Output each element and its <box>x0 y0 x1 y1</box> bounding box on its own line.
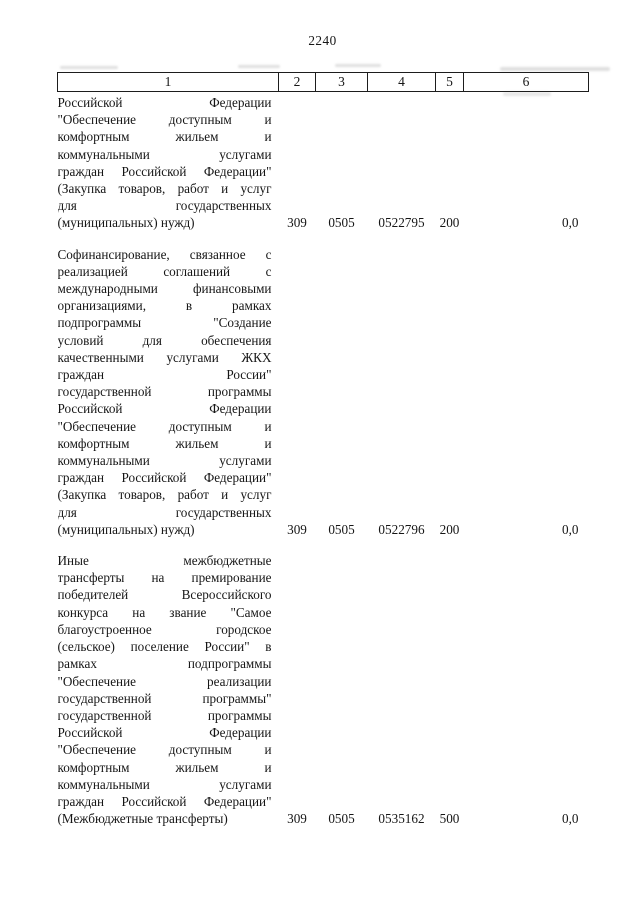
text-line: граждан России" <box>57 367 272 383</box>
header-cell-3: 3 <box>316 73 368 92</box>
row-text-cell <box>58 246 279 552</box>
text-line: (Межбюджетные трансферты) <box>57 811 228 827</box>
text-line: коммунальными услугами <box>57 776 272 792</box>
text-line: реализацией соглашений с <box>57 263 272 279</box>
table-row <box>58 92 589 246</box>
header-cell-1: 1 <box>58 73 279 92</box>
row-code-section: 0505 <box>328 521 355 537</box>
text-line: Российской Федерации <box>57 401 272 417</box>
text-line: победителей Всероссийского <box>57 587 272 603</box>
text-line: государственной программы <box>57 707 272 723</box>
text-line: граждан Российской Федерации" <box>57 163 272 179</box>
table-header <box>58 73 589 92</box>
scan-artifact <box>500 67 610 71</box>
text-line: комфортным жильем и <box>57 129 272 145</box>
text-line: "Обеспечение доступным и <box>57 112 272 128</box>
text-line: Иные межбюджетные <box>57 553 272 569</box>
text-line: (муниципальных) нужд) <box>57 521 195 537</box>
row-amount: 0,0 <box>562 521 579 537</box>
text-line: международными финансовыми <box>57 281 272 297</box>
row-code-chief: 309 <box>287 811 307 827</box>
row-code-target: 0522795 <box>378 215 425 231</box>
row-code-target: 0535162 <box>378 811 425 827</box>
text-line: Софинансирование, связанное с <box>57 246 272 262</box>
text-line: коммунальными услугами <box>57 146 272 162</box>
text-line: условий для обеспечения <box>57 332 272 348</box>
row-code-type: 500 <box>439 811 460 827</box>
row-text-cell <box>58 552 279 827</box>
text-line: комфортным жильем и <box>57 759 272 775</box>
table-row <box>58 246 589 552</box>
text-line: (Закупка товаров, работ и услуг <box>57 181 272 197</box>
text-line: организациями, в рамках <box>57 298 272 314</box>
text-line: для государственных <box>57 198 272 214</box>
text-line: Российской Федерации <box>57 725 272 741</box>
text-line: рамках подпрограммы <box>57 656 272 672</box>
text-line: граждан Российской Федерации" <box>57 470 272 486</box>
scan-artifact <box>335 64 381 67</box>
header-cell-4: 4 <box>368 73 436 92</box>
text-line: "Обеспечение доступным и <box>57 742 272 758</box>
row-code-chief: 309 <box>287 215 307 231</box>
text-line: граждан Российской Федерации" <box>57 793 272 809</box>
row-code-section: 0505 <box>328 215 355 231</box>
text-line: коммунальными услугами <box>57 453 272 469</box>
row-code-section: 0505 <box>328 811 355 827</box>
budget-table <box>57 72 589 827</box>
page-number: 2240 <box>308 33 337 48</box>
text-line: благоустроенное городское <box>57 621 272 637</box>
table-region <box>57 72 588 827</box>
text-line: подпрограммы "Создание <box>57 315 272 331</box>
row-code-chief: 309 <box>287 521 307 537</box>
text-line: Российской Федерации <box>57 95 272 110</box>
text-line: качественными услугами ЖКХ <box>57 349 272 365</box>
row-text-cell <box>58 92 279 246</box>
text-line: конкурса на звание "Самое <box>57 604 272 620</box>
scan-artifact <box>60 66 118 69</box>
header-cell-6: 6 <box>464 73 589 92</box>
text-line: комфортным жильем и <box>57 435 272 451</box>
row-code-type: 200 <box>439 215 460 231</box>
text-line: (Закупка товаров, работ и услуг <box>57 487 272 503</box>
text-line: "Обеспечение реализации <box>57 673 272 689</box>
text-line: государственной программы" <box>57 690 272 706</box>
text-line: для государственных <box>57 504 272 520</box>
row-amount: 0,0 <box>562 811 579 827</box>
text-line: "Обеспечение доступным и <box>57 418 272 434</box>
row-code-target: 0522796 <box>378 521 425 537</box>
scan-artifact <box>238 65 280 68</box>
table-row <box>58 552 589 827</box>
header-cell-5: 5 <box>436 73 464 92</box>
row-amount: 0,0 <box>562 215 579 231</box>
row-code-type: 200 <box>439 521 460 537</box>
text-line: (муниципальных) нужд) <box>57 215 195 231</box>
text-line: трансферты на премирование <box>57 570 272 586</box>
table-body <box>58 92 589 828</box>
table-header-row <box>58 73 589 92</box>
text-line: государственной программы <box>57 384 272 400</box>
text-line: (сельское) поселение России" в <box>57 639 272 655</box>
header-cell-2: 2 <box>279 73 316 92</box>
